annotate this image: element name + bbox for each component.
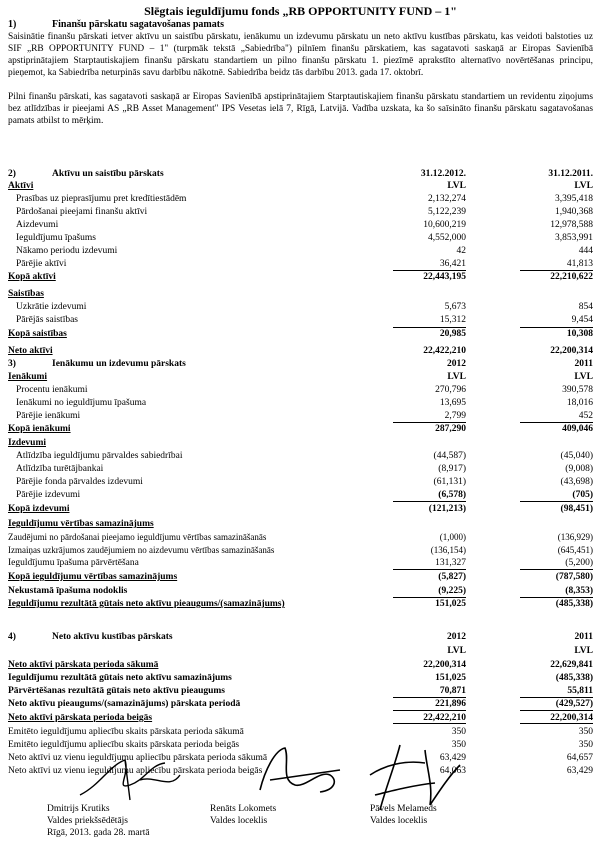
table-row-label: Nekustamā īpašuma nodoklis	[8, 586, 128, 596]
value-2012: 151,025	[435, 599, 466, 609]
value-2011: 12,978,588	[550, 220, 593, 230]
section-4-header	[8, 631, 593, 643]
table-row-label: Neto aktīvi uz vienu ieguldījumu apliecību pārskata perioda beigās	[8, 766, 263, 776]
currency-label: LVL	[574, 372, 593, 382]
table-row-label: Pārējie fonda pārvaldes izdevumi	[16, 477, 143, 487]
table-row-label: Ieguldījumu vērtības samazinājums	[8, 519, 154, 529]
table-row-label: Pārējie aktīvi	[16, 259, 67, 269]
value-2012: 13,695	[439, 398, 466, 408]
signatory-1	[47, 803, 150, 839]
table-row-label: Pārējās saistības	[16, 315, 79, 325]
table-row	[8, 531, 593, 543]
value-2011: (485,338)	[555, 673, 593, 683]
value-2012: 5,122,239	[428, 207, 466, 217]
value-2012: 131,327	[435, 558, 466, 568]
value-2011: 10,308	[566, 329, 593, 339]
table-row-total	[8, 503, 593, 515]
table-row-label: Ienākumi	[8, 372, 48, 382]
value-2011: 63,429	[566, 766, 593, 776]
signatory-role: Valdes loceklis	[370, 816, 428, 826]
value-2011: (43,698)	[560, 477, 593, 487]
table-row	[8, 397, 593, 409]
value-2011: 350	[578, 727, 593, 737]
table-row	[8, 384, 593, 396]
value-2012: 22,443,195	[423, 272, 466, 282]
value-2011: 22,200,314	[550, 346, 593, 356]
value-2011: 409,046	[562, 424, 593, 434]
table-row-label: Neto aktīvu pieaugums/(samazinājums) pārskata periodā	[8, 699, 241, 709]
value-2012: 70,871	[439, 686, 466, 696]
currency-label: LVL	[447, 646, 466, 656]
section-number: 4)	[8, 632, 16, 642]
value-2012: (136,154)	[430, 545, 466, 555]
table-row	[8, 219, 593, 231]
table-row	[8, 685, 593, 697]
table-row	[8, 450, 593, 462]
signatory-role: Valdes priekšsēdētājs	[47, 816, 128, 826]
table-row-label: Atlīdzība ieguldījumu pārvaldes sabiedrībai	[16, 451, 183, 461]
value-2012: 350	[451, 727, 466, 737]
table-row-label: Neto aktīvi pārskata perioda beigās	[8, 713, 153, 723]
table-row-label: Ieguldījumu īpašuma pārvērtēšana	[8, 558, 139, 568]
section-1-paragraph-1: Saisinātie finanšu pārskati ietver aktīvu un saistību pārskatu, ienākumu un izdevumu pārskatu un neto aktīvu kustības pārskatu, kas veidoti balstoties uz SIF „RB OPPORTUNITY FUND – 1" (turpmāk tekstā „Sabiedrība") pilnīem finanšu pārskatiem, kas sagatavoti saskaņā ar Eiropas Savienībā apstiprinātajiem Starptautiskajiem finanšu pārskatu standartiem un pilno finanšu pārskatu 1. piezīmē aprakstīto alternatīvo novērtēšanas principu, pieņemot, ka Sabiedrība neturpinās savu darbību nākotnē. Sabiedrība beidz tās darbību 2013. gada 17. oktobrī.	[8, 32, 593, 78]
table-row-label: Izdevumi	[8, 438, 46, 448]
table-row-label: Neto aktīvi	[8, 346, 53, 356]
value-2012: 64,063	[439, 766, 466, 776]
table-row-label: Kopā ieguldījumu vērtības samazinājums	[8, 572, 178, 582]
table-row	[8, 463, 593, 475]
currency-label: LVL	[447, 372, 466, 382]
section-title: Aktīvu un saistību pārskats	[52, 169, 164, 179]
table-row-label: Kopā saistības	[8, 329, 67, 339]
table-row-label: Pārējie izdevumi	[16, 490, 81, 500]
value-2011: (705)	[572, 490, 593, 500]
table-row	[8, 672, 593, 684]
table-row-label: Atlīdzība turētājbankai	[16, 464, 104, 474]
table-row	[8, 585, 593, 597]
value-2012: 42	[456, 246, 466, 256]
table-row-label: Kopā izdevumi	[8, 504, 70, 514]
value-2011: 854	[578, 302, 593, 312]
table-row-label: Ieguldījumu rezultātā gūtais neto aktīvu pieaugums/(samazinājums)	[8, 599, 285, 609]
subtotal-rule	[520, 710, 593, 711]
table-row-label: Neto aktīvi uz vienu ieguldījumu apliecību pārskata perioda sākumā	[8, 753, 268, 763]
value-2012: (44,587)	[433, 451, 466, 461]
value-2011: (136,929)	[557, 532, 593, 542]
table-row	[8, 544, 593, 556]
value-2012: (1,000)	[439, 532, 466, 542]
value-2012: 22,422,210	[423, 346, 466, 356]
section-3-currency-row	[8, 371, 593, 383]
table-row-label: Prasības uz pieprasījumu pret kredītiestādēm	[16, 194, 187, 204]
table-row	[8, 314, 593, 326]
section-title: Finanšu pārskatu sagatavošanas pamats	[52, 19, 224, 30]
table-row-label: Saistības	[8, 289, 44, 299]
value-2011: 55,811	[567, 686, 593, 696]
value-2011: 22,210,622	[550, 272, 593, 282]
place-and-date: Rīgā, 2013. gada 28. martā	[47, 828, 150, 838]
value-2012: (121,213)	[428, 504, 466, 514]
value-2012: 10,600,219	[423, 220, 466, 230]
value-2011: (645,451)	[557, 545, 593, 555]
document-title: Slēgtais ieguldījumu fonds „RB OPPORTUNITY FUND – 1"	[144, 4, 457, 18]
value-2012: 20,985	[439, 329, 466, 339]
section-3-header	[8, 358, 593, 370]
table-row-label: Zaudējumi no pārdošanai pieejamo ieguldījumu vērtības samazināšanās	[8, 532, 267, 542]
value-2012: 287,290	[435, 424, 466, 434]
signature-krutiks-icon	[70, 745, 190, 805]
table-row	[8, 698, 593, 710]
double-rule	[393, 723, 466, 724]
table-row	[8, 301, 593, 313]
value-2012: 2,132,274	[428, 194, 466, 204]
value-2011: (9,008)	[565, 464, 593, 474]
value-2012: 151,025	[435, 673, 466, 683]
section-4-currency-row	[8, 645, 593, 657]
value-2011: 350	[578, 740, 593, 750]
table-row	[8, 206, 593, 218]
table-row-total	[8, 598, 593, 610]
table-row-label: Emitēto ieguldījumu apliecību skaits pārskata perioda beigās	[8, 740, 240, 750]
table-row-label: Pārējie ienākumi	[16, 411, 81, 421]
table-row	[8, 489, 593, 501]
subtotal-rule	[520, 501, 593, 502]
section-1-paragraph-2: Pilni finanšu pārskati, kas sagatavoti saskaņā ar Eiropas Savienībā apstiprinātajiem Starptautiskajiem finanšu pārskatu standartiem un revidentu ziņojums bez atlīdzības ir pieejami AS „RB Asset Management" IPS Vesetas ielā 7, Rīgā, Latvijā. Vadība uzskata, ka šo saīsināto finanšu pārskatu sagatavošanas pamats atbilst to mērķim.	[8, 92, 593, 126]
section-1-heading	[8, 19, 224, 30]
value-2012: 5,673	[444, 302, 466, 312]
value-2012: 350	[451, 740, 466, 750]
value-2012: (6,578)	[438, 490, 466, 500]
value-2011: (429,527)	[555, 699, 593, 709]
table-row-group	[8, 288, 593, 300]
value-2012: 36,421	[439, 259, 466, 269]
section-title: Neto aktīvu kustības pārskats	[52, 632, 173, 642]
table-row	[8, 726, 593, 738]
value-2011: 444	[578, 246, 593, 256]
value-2011: 41,813	[566, 259, 593, 269]
column-header-2011: 2011	[574, 359, 593, 369]
value-2011: 1,940,368	[555, 207, 593, 217]
value-2011: 64,657	[566, 753, 593, 763]
column-header-2012: 2012	[447, 632, 466, 642]
currency-label: LVL	[574, 181, 593, 191]
signature-lokomets-icon	[240, 740, 350, 800]
table-row-label: Pārvērtēšanas rezultātā gūtais neto aktīvu pieaugums	[8, 686, 225, 696]
table-row-group	[8, 437, 593, 449]
section-2-currency-row	[8, 180, 593, 192]
value-2011: 3,853,991	[555, 233, 593, 243]
signatory-2	[210, 803, 276, 827]
table-row-label: Ienākumi no ieguldījumu īpašuma	[16, 398, 147, 408]
value-2011: 3,395,418	[555, 194, 593, 204]
value-2011: (8,353)	[565, 586, 593, 596]
value-2011: 22,629,841	[550, 660, 593, 670]
value-2011: 18,016	[566, 398, 593, 408]
subtotal-rule	[393, 710, 466, 711]
value-2012: 221,896	[435, 699, 466, 709]
table-row-label: Pārdošanai pieejami finanšu aktīvi	[16, 207, 148, 217]
signatory-name: Dmitrijs Krutiks	[47, 804, 110, 814]
signatory-name: Renāts Lokomets	[210, 804, 277, 814]
table-row-label: Neto aktīvi pārskata perioda sākumā	[8, 660, 159, 670]
column-header-2012: 2012	[447, 359, 466, 369]
value-2012: 22,200,314	[423, 660, 466, 670]
subtotal-rule	[393, 569, 466, 570]
section-number: 3)	[8, 359, 16, 369]
table-row	[8, 232, 593, 244]
subtotal-rule	[520, 569, 593, 570]
value-2012: 22,422,210	[423, 713, 466, 723]
column-header-2012: 31.12.2012.	[420, 169, 466, 179]
table-row-group	[8, 518, 593, 530]
currency-label: LVL	[447, 181, 466, 191]
currency-label: LVL	[574, 646, 593, 656]
signatory-3	[370, 803, 437, 827]
double-rule	[520, 723, 593, 724]
section-number: 2)	[8, 169, 16, 179]
table-row-label: Izmaiņas uzkrājumos zaudējumiem no aizdevumu vērtības samazināšanās	[8, 545, 275, 555]
table-row	[8, 659, 593, 671]
value-2012: 63,429	[439, 753, 466, 763]
table-row	[8, 410, 593, 422]
value-2011: (98,451)	[560, 504, 593, 514]
section-2-header	[8, 168, 593, 180]
table-row	[8, 258, 593, 270]
table-row-total	[8, 712, 593, 724]
signatory-role: Valdes loceklis	[210, 816, 268, 826]
value-2012: (9,225)	[438, 586, 466, 596]
table-row-label: Aizdevumi	[16, 220, 59, 230]
table-row-total	[8, 571, 593, 583]
value-2012: 4,552,000	[428, 233, 466, 243]
value-2012: (5,827)	[438, 572, 466, 582]
table-row-label: Procentu ienākumi	[16, 385, 88, 395]
value-2011: (787,580)	[555, 572, 593, 582]
table-row	[8, 245, 593, 257]
column-header-2011: 31.12.2011.	[548, 169, 593, 179]
value-2011: 452	[578, 411, 593, 421]
table-row-label: Emitēto ieguldījumu apliecību skaits pārskata perioda sākumā	[8, 727, 244, 737]
table-row	[8, 193, 593, 205]
section-title: Ienākumu un izdevumu pārskats	[52, 359, 186, 369]
value-2011: 390,578	[562, 385, 593, 395]
value-2012: 2,799	[444, 411, 466, 421]
value-2011: (5,200)	[565, 558, 593, 568]
table-row-total	[8, 345, 593, 357]
value-2012: (61,131)	[433, 477, 466, 487]
table-row-label: Kopā ienākumi	[8, 424, 71, 434]
table-row-total	[8, 328, 593, 340]
table-row-total	[8, 271, 593, 283]
value-2011: 9,454	[571, 315, 593, 325]
table-row	[8, 557, 593, 569]
table-row-label: Ieguldījumu rezultātā gūtais neto aktīvu samazinājums	[8, 673, 232, 683]
table-row-total	[8, 423, 593, 435]
table-row-label: Uzkrātie izdevumi	[16, 302, 87, 312]
column-header-2011: 2011	[574, 632, 593, 642]
value-2011: 22,200,314	[550, 713, 593, 723]
value-2012: 270,796	[435, 385, 466, 395]
table-row-label: Kopā aktīvi	[8, 272, 56, 282]
value-2011: (45,040)	[560, 451, 593, 461]
table-row-label: Aktīvi	[8, 181, 34, 191]
signatory-name: Pāvels Melameds	[370, 804, 437, 814]
section-number: 1)	[8, 19, 17, 30]
table-row	[8, 476, 593, 488]
value-2011: (485,338)	[555, 599, 593, 609]
table-row-label: Ieguldījumu īpašums	[16, 233, 96, 243]
value-2012: 15,312	[439, 315, 466, 325]
table-row-label: Nākamo periodu izdevumi	[16, 246, 118, 256]
value-2012: (8,917)	[438, 464, 466, 474]
subtotal-rule	[393, 501, 466, 502]
